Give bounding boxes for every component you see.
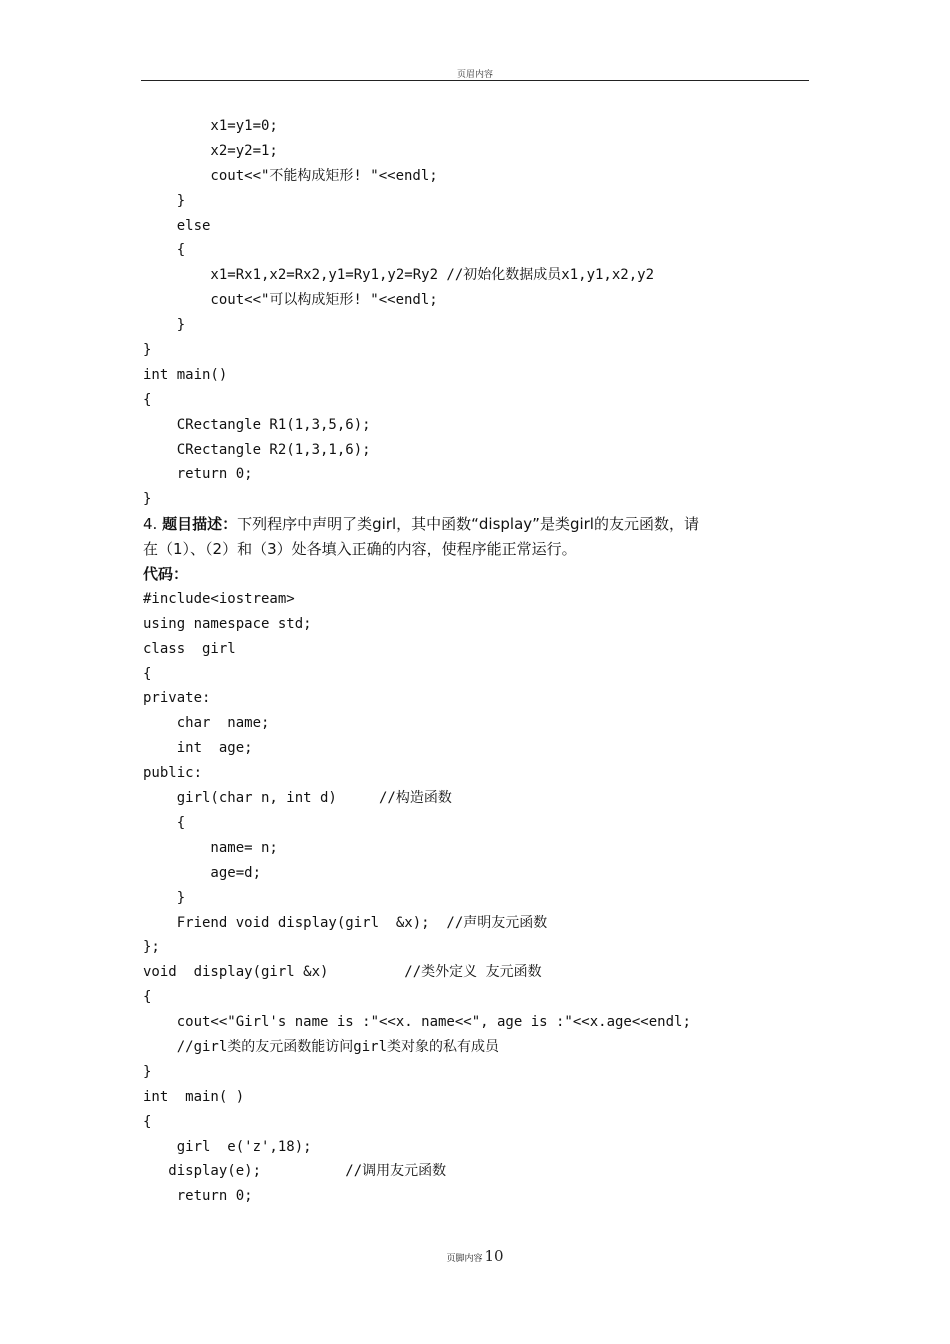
code-line: girl e('z',18); <box>143 1138 312 1155</box>
code-line: return 0; <box>143 1188 253 1205</box>
code-line: }; <box>143 939 160 956</box>
code-block-bottom <box>143 587 813 1209</box>
code-line: x1=Rx1,x2=Rx2,y1=Ry1,y2=Ry2 //初始化数据成员x1,y1,x2,y2 <box>143 267 655 284</box>
code-line: { <box>143 814 186 831</box>
code-line: return 0; <box>143 466 253 483</box>
code-line: CRectangle R1(1,3,5,6); <box>143 416 371 433</box>
question-line-2: 在（1）、（2）和（3）处各填入正确的内容，使程序能正常运行。 <box>143 540 577 559</box>
question-number: 4. <box>143 515 163 534</box>
code-line: void display(girl &x) //类外定义 友元函数 <box>143 964 542 981</box>
code-label: 代码： <box>143 565 189 584</box>
footer-label: 页脚内容 <box>446 1254 483 1264</box>
code-line: class girl <box>143 640 236 657</box>
code-line: using namespace std; <box>143 615 312 632</box>
code-line: { <box>143 391 152 408</box>
code-line: x1=y1=0; <box>143 118 278 134</box>
code-line: girl(char n, int d) //构造函数 <box>143 790 452 807</box>
code-line: int main( ) <box>143 1088 245 1105</box>
code-line: public: <box>143 765 203 782</box>
document-body <box>143 114 813 1209</box>
code-line: int main() <box>143 366 228 383</box>
question-label: 题目描述： <box>162 515 238 534</box>
code-line: { <box>143 1113 152 1130</box>
code-line: Friend void display(girl &x); //声明友元函数 <box>143 914 548 931</box>
code-line: } <box>143 342 152 359</box>
code-line: int age; <box>143 740 253 757</box>
page-footer <box>0 1246 950 1265</box>
code-line: else <box>143 217 211 234</box>
code-line: { <box>143 989 152 1006</box>
code-line: #include<iostream> <box>143 590 295 607</box>
code-line: } <box>143 192 186 209</box>
code-line: //girl类的友元函数能访问girl类对象的私有成员 <box>143 1038 500 1055</box>
code-line: cout<<"可以构成矩形! "<<endl; <box>143 292 438 309</box>
code-line: { <box>143 665 152 682</box>
code-line: } <box>143 889 186 906</box>
code-line: name= n; <box>143 839 278 856</box>
page-number: 10 <box>484 1247 504 1265</box>
code-line: char name; <box>143 715 270 732</box>
code-line: } <box>143 1063 152 1080</box>
code-line: cout<<"Girl's name is :"<<x. name<<", age is :"<<x.age<<endl; <box>143 1014 691 1031</box>
code-line: } <box>143 317 186 334</box>
code-line: age=d; <box>143 864 262 881</box>
code-line: { <box>143 242 186 259</box>
question-text-1: 下列程序中声明了类girl，其中函数“display”是类girl的友元函数，请 <box>237 515 699 534</box>
code-line: } <box>143 491 152 508</box>
code-line: private: <box>143 690 211 707</box>
header-divider <box>141 80 809 81</box>
page-header: 页眉内容 <box>456 70 493 80</box>
code-block-top <box>143 114 813 512</box>
question-line-1 <box>143 512 813 537</box>
code-line: cout<<"不能构成矩形! "<<endl; <box>143 167 438 184</box>
code-line: CRectangle R2(1,3,1,6); <box>143 441 371 458</box>
code-line: display(e); //调用友元函数 <box>143 1163 447 1180</box>
code-line: x2=y2=1; <box>143 142 278 159</box>
